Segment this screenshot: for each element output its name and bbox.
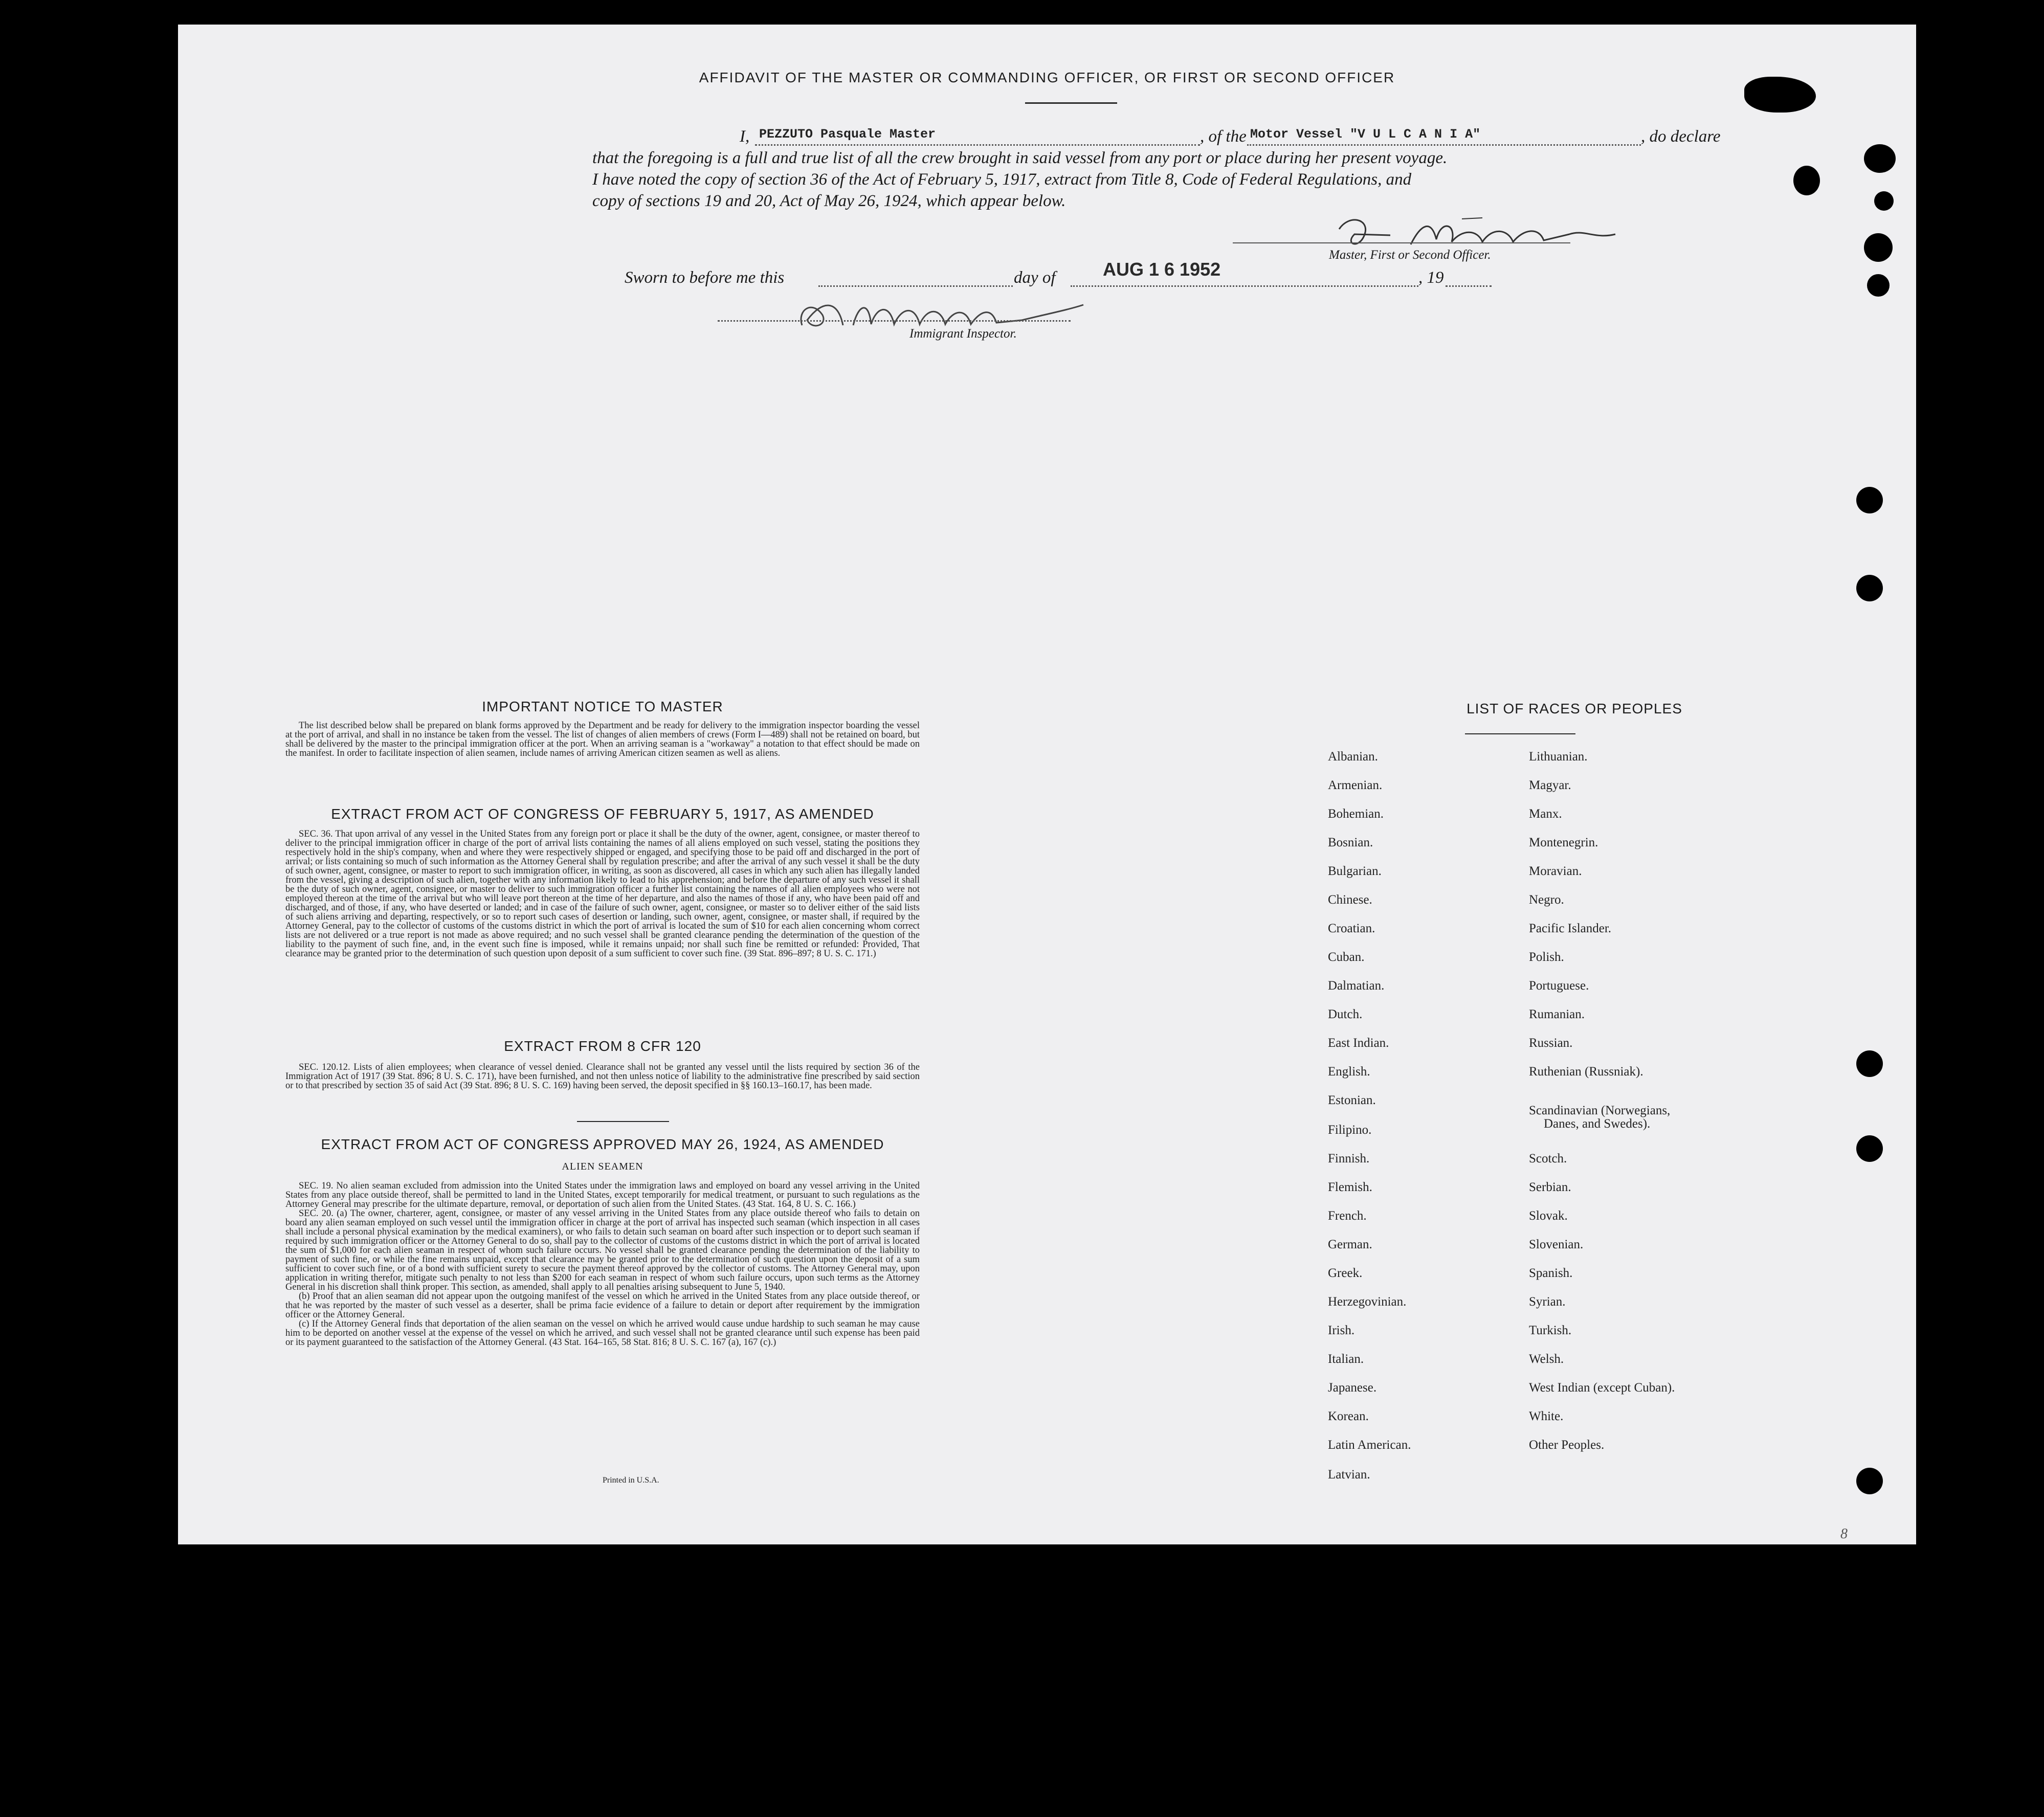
date-stamp: AUG 1 6 1952 xyxy=(1103,259,1221,280)
punch-hole xyxy=(1793,166,1820,195)
extract-1924-body xyxy=(285,1181,920,1347)
affidavit-line3: I have noted the copy of section 36 of the Act of February 5, 1917, extract from Title 8, Code of Federal Regulations, and xyxy=(592,170,1412,189)
race-item: Bulgarian. xyxy=(1328,864,1382,878)
margin-mark: 8 xyxy=(1840,1526,1848,1542)
race-item: White. xyxy=(1529,1409,1564,1423)
punch-hole xyxy=(1864,233,1893,262)
race-item: Japanese. xyxy=(1328,1381,1377,1395)
sworn-day-of: day of xyxy=(1014,268,1056,287)
race-item: Herzegovinian. xyxy=(1328,1295,1407,1309)
race-item: Finnish. xyxy=(1328,1152,1370,1165)
race-item: Lithuanian. xyxy=(1529,750,1588,764)
punch-hole xyxy=(1864,144,1896,173)
race-item: Bosnian. xyxy=(1328,836,1373,849)
race-item: Estonian. xyxy=(1328,1093,1376,1107)
punch-hole xyxy=(1874,191,1894,211)
punch-hole xyxy=(1856,1050,1883,1077)
master-name-field: PEZZUTO Pasquale Master xyxy=(759,127,936,142)
race-item: Syrian. xyxy=(1529,1295,1566,1309)
race-item: Flemish. xyxy=(1328,1180,1372,1194)
race-item: Irish. xyxy=(1328,1324,1355,1337)
race-item: Chinese. xyxy=(1328,893,1372,907)
printed-in-usa: Printed in U.S.A. xyxy=(603,1476,659,1485)
race-item: English. xyxy=(1328,1065,1370,1079)
extract-cfr-paragraph: SEC. 120.12. Lists of alien employees; when clearance of vessel denied. Clearance shall not be granted any vessel until the lists required by section 36 of the Immigration Act of 1917 (39 Stat. 896; 8 U. S. C. 171), have been furnished, and not then unless notice of liability to the administrative fine prescribed by said section or to that prescribed by section 35 of said Act (39 Stat. 896; 8 U. S. C. 169) having been served, the deposit specified in §§ 160.13–160.17, has been made. xyxy=(285,1062,920,1091)
race-item: Rumanian. xyxy=(1529,1007,1585,1021)
affidavit-line1-prefix: I, xyxy=(740,127,750,146)
punch-hole xyxy=(1856,1468,1883,1494)
race-item: Albanian. xyxy=(1328,750,1378,764)
vessel-name-field: Motor Vessel "V U L C A N I A" xyxy=(1250,127,1481,142)
master-caption: Master, First or Second Officer. xyxy=(1329,248,1491,262)
race-item: Danes, and Swedes). xyxy=(1544,1117,1651,1131)
extract-1917-paragraph: SEC. 36. That upon arrival of any vessel in the United States from any foreign port or place it shall be the duty of the owner, agent, consignee, or master thereof to deliver to the principal immigration officer in charge of the port of arrival lists containing the names of all aliens employed on such vessel, stating the positions they respectively hold in the ship's company, when and where they were respectively shipped or engaged, and specifying those to be paid off and discharged in the port of arrival; or lists containing so much of such information as the Attorney General shall by regulation prescribe; and after the arrival of any such vessel it shall be the duty of such owner, agent, consignee, or master to report to such immigration officer, in writing, as soon as discovered, all cases in which any such alien has illegally landed from the vessel, giving a description of such alien, together with any information likely to lead to his apprehension; and before the departure of any such vessel it shall be the duty of such owner, agent, consignee, or master to deliver to such immigration officer a further list containing the names of all alien employees who were not employed thereon at the time of the arrival but who will leave port thereon at the time of her departure, and also the names of those if any, who have been paid off and discharged, and of those, if any, who have deserted or landed; and in case of the failure of such owner, agent, consignee, or master so to deliver either of the said lists of such aliens arriving and departing, respectively, or so to report such cases of desertion or landing, such owner, agent, consignee, or master shall, if required by the Attorney General, pay to the collector of customs of the customs district in which the port of arrival is located the sum of $10 for each alien concerning whom correct lists are not delivered or a true report is not made as above required; and no such vessel shall be granted clearance pending the determination of the question of the liability to the payment of such fine, and, in the event such fine is imposed, while it remains unpaid; nor shall such fine be remitted or refunded: Provided, That clearance may be granted prior to the determination of such question upon deposit of a sum sufficient to cover such fine. (39 Stat. 896–897; 8 U. S. C. 171.) xyxy=(285,829,920,959)
races-title: LIST OF RACES OR PEOPLES xyxy=(1467,701,1682,716)
extract-cfr-body xyxy=(285,1063,920,1090)
extract-1924-subtitle: ALIEN SEAMEN xyxy=(562,1161,643,1172)
inspector-signature-line xyxy=(718,320,1071,322)
sworn-month-line xyxy=(1071,285,1418,287)
race-item: Portuguese. xyxy=(1529,979,1589,993)
race-item: Cuban. xyxy=(1328,950,1365,964)
punch-hole xyxy=(1867,274,1890,297)
race-item: Turkish. xyxy=(1529,1324,1572,1337)
notice-title: IMPORTANT NOTICE TO MASTER xyxy=(482,699,723,714)
race-item: Spanish. xyxy=(1529,1266,1573,1280)
race-item: Polish. xyxy=(1529,950,1564,964)
affidavit-title: AFFIDAVIT OF THE MASTER OR COMMANDING OFFICER, OR FIRST OR SECOND OFFICER xyxy=(699,70,1395,85)
inspector-caption: Immigrant Inspector. xyxy=(909,327,1017,341)
master-name-line xyxy=(755,144,1200,146)
vessel-name-line xyxy=(1247,144,1641,146)
race-item: Filipino. xyxy=(1328,1123,1372,1137)
sworn-prefix: Sworn to before me this xyxy=(625,268,785,287)
affidavit-line1-mid: , of the xyxy=(1200,127,1247,146)
race-item: Italian. xyxy=(1328,1352,1364,1366)
notice-body xyxy=(285,721,920,758)
extract-1917-body xyxy=(285,829,920,958)
extract-1924-paragraph: (b) Proof that an alien seaman did not appear upon the outgoing manifest of the vessel on which he arrived in the United States from any place outside thereof, or that he was reported by the master of such vessel as a deserter, shall be prima facie evidence of a failure to detain or deport after requirement by the immigration officer or the Attorney General. xyxy=(285,1291,920,1320)
extract-1924-title: EXTRACT FROM ACT OF CONGRESS APPROVED MAY 26, 1924, AS AMENDED xyxy=(321,1136,884,1152)
race-item: Scotch. xyxy=(1529,1152,1567,1165)
race-item: Korean. xyxy=(1328,1409,1369,1423)
race-item: Serbian. xyxy=(1529,1180,1571,1194)
master-signature-line xyxy=(1233,242,1570,243)
race-item: Greek. xyxy=(1328,1266,1363,1280)
cfr-rule xyxy=(577,1121,669,1122)
race-item: French. xyxy=(1328,1209,1367,1223)
race-item: Welsh. xyxy=(1529,1352,1564,1366)
title-rule xyxy=(1025,102,1117,104)
race-item: Ruthenian (Russniak). xyxy=(1529,1065,1643,1079)
extract-1924-paragraph: SEC. 19. No alien seaman excluded from admission into the United States under the immigration laws and employed on board any vessel arriving in the United States from any place outside thereof, shall be permitted to land in the United States, except temporarily for medical treatment, or pursuant to such regulations as the Attorney General may prescribe for the ultimate departure, removal, or deportation of such alien from the United States. (43 Stat. 164, 8 U. S. C. 166.) xyxy=(285,1181,920,1209)
race-item: Slovenian. xyxy=(1529,1238,1584,1251)
affidavit-line1-suffix: , do declare xyxy=(1641,127,1721,146)
race-item: East Indian. xyxy=(1328,1036,1389,1050)
form-sheet xyxy=(178,25,1916,1544)
race-item: Dalmatian. xyxy=(1328,979,1385,993)
extract-1917-title: EXTRACT FROM ACT OF CONGRESS OF FEBRUARY 5, 1917, AS AMENDED xyxy=(331,806,874,822)
race-item: Manx. xyxy=(1529,807,1562,821)
sworn-year-line xyxy=(1446,285,1492,287)
races-rule xyxy=(1465,733,1575,734)
race-item: Other Peoples. xyxy=(1529,1438,1605,1452)
race-item: Dutch. xyxy=(1328,1007,1363,1021)
race-item: Montenegrin. xyxy=(1529,836,1598,849)
race-item: Armenian. xyxy=(1328,778,1383,792)
race-item: Latin American. xyxy=(1328,1438,1411,1452)
race-item: Latvian. xyxy=(1328,1468,1370,1482)
race-item: Negro. xyxy=(1529,893,1564,907)
extract-1924-paragraph: (c) If the Attorney General finds that deportation of the alien seaman on the vessel on which he arrived would cause undue hardship to such seaman he may cause him to be deported on another vessel at the expense of the vessel on which he arrived, and such vessel shall not be granted clearance until such expense has been paid or its payment guaranteed to the satisfaction of the Attorney General. (43 Stat. 164–165, 58 Stat. 816; 8 U. S. C. 167 (a), 167 (c).) xyxy=(285,1319,920,1348)
race-item: Pacific Islander. xyxy=(1529,922,1612,935)
affidavit-line4: copy of sections 19 and 20, Act of May 26, 1924, which appear below. xyxy=(592,192,1066,210)
affidavit-line2: that the foregoing is a full and true list of all the crew brought in said vessel from any port or place during her present voyage. xyxy=(592,149,1448,167)
race-item: Magyar. xyxy=(1529,778,1571,792)
race-item: Bohemian. xyxy=(1328,807,1384,821)
race-item: Croatian. xyxy=(1328,922,1375,935)
extract-1924-paragraph: SEC. 20. (a) The owner, charterer, agent, consignee, or master of any vessel arriving in the United States from any place outside thereof who fails to detain on board any alien seaman employed on such vessel until the immigration officer in charge at the port of arrival has inspected such seaman (which inspection in all cases shall include a personal physical examination by the medical examiners), or who fails to detain such seaman on board after such inspection or to deport such seaman if required by such immigration officer or the Attorney General to do so, shall pay to the collector of customs of the customs district in which the port of arrival is located the sum of $1,000 for each alien seaman in respect of whom such failure occurs. No vessel shall be granted clearance pending the determination of the liability to payment of such fine, or while the fine remains unpaid, except that clearance may be granted prior to the determination of such question upon the deposit of a sum sufficient to cover such fine, or of a bond with sufficient surety to secure the payment thereof approved by the collector of customs. The Attorney General may, upon application in writing therefor, mitigate such penalty to not less than $200 for each seaman in respect of whom such failure occurs, upon such terms as the Attorney General in his discretion shall think proper. This section, as amended, shall apply to all penalties arising subsequent to June 5, 1940. xyxy=(285,1208,920,1292)
race-item: Scandinavian (Norwegians, xyxy=(1529,1104,1671,1117)
sworn-year: , 19 xyxy=(1418,268,1444,287)
punch-hole xyxy=(1856,575,1883,601)
extract-cfr-title: EXTRACT FROM 8 CFR 120 xyxy=(504,1038,701,1054)
race-item: Moravian. xyxy=(1529,864,1582,878)
punch-hole xyxy=(1856,1135,1883,1162)
race-item: German. xyxy=(1328,1238,1372,1251)
notice-paragraph: The list described below shall be prepared on blank forms approved by the Department and be ready for delivery to the immigration inspector boarding the vessel at the port of arrival, and shall in no instance be taken from the vessel. The list of changes of alien members of crews (Form I—489) shall not be retained on board, but shall be delivered by the master to the principal immigration officer at the port. When an arriving seaman is a "workaway" a notation to that effect should be made on the manifest. In order to facilitate inspection of alien seamen, include names of arriving American citizen seamen as well as aliens. xyxy=(285,721,920,758)
race-item: Slovak. xyxy=(1529,1209,1568,1223)
race-item: West Indian (except Cuban). xyxy=(1529,1381,1675,1395)
punch-hole xyxy=(1856,487,1883,513)
race-item: Russian. xyxy=(1529,1036,1573,1050)
